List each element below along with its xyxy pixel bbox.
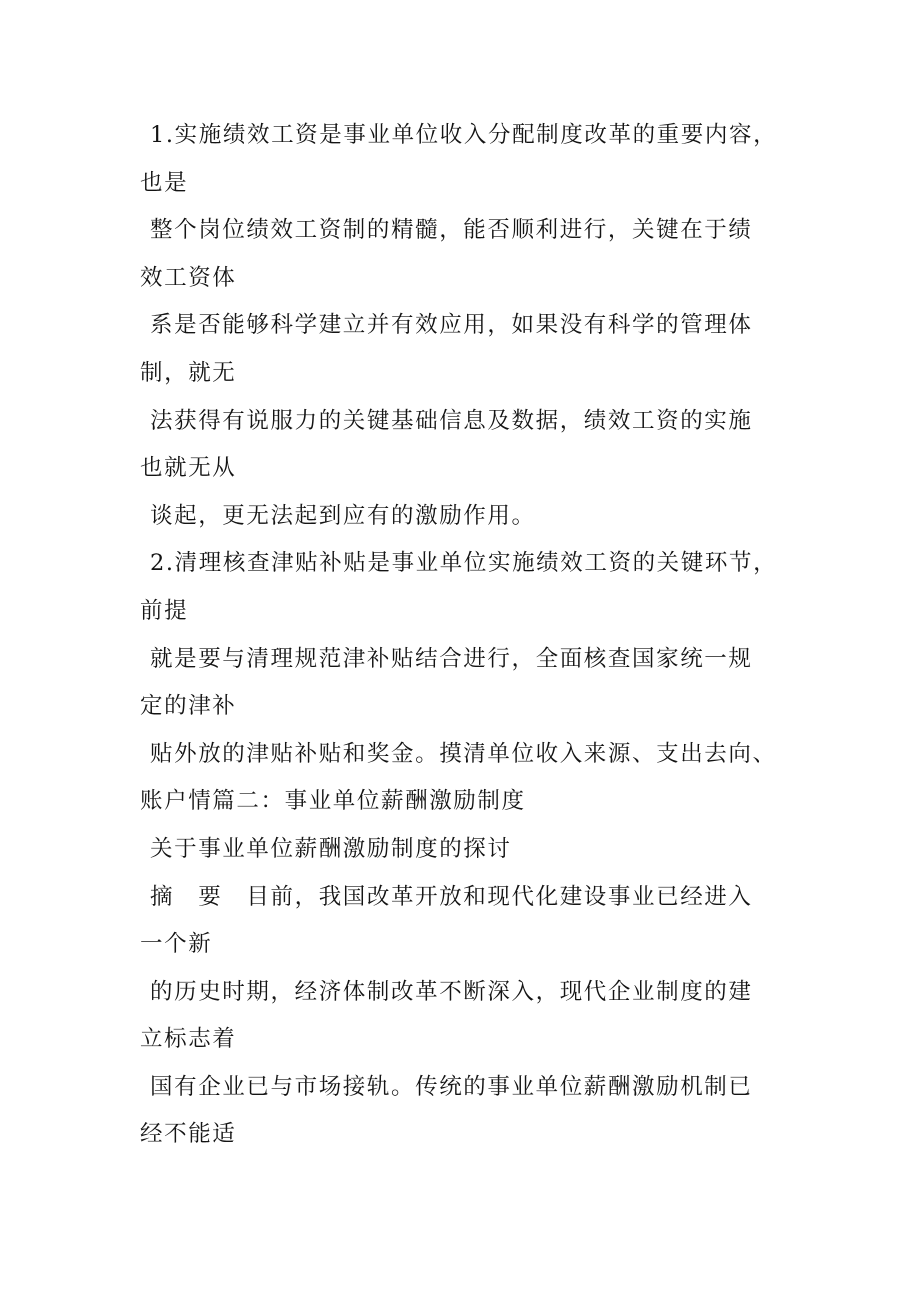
text-line: 也是 bbox=[140, 169, 189, 196]
text-line: 前提 bbox=[140, 597, 189, 624]
text-line: 就是要与清理规范津补贴结合进行，全面核查国家统一规 bbox=[150, 645, 753, 672]
text-line: 2.清理核查津贴补贴是事业单位实施绩效工资的关键环节， bbox=[150, 550, 778, 577]
text-line: 经不能适 bbox=[140, 1121, 237, 1148]
text-line: 摘 要 目前，我国改革开放和现代化建设事业已经进入 bbox=[150, 883, 753, 910]
text-line: 谈起，更无法起到应有的激励作用。 bbox=[150, 502, 536, 529]
text-line: 整个岗位绩效工资制的精髓，能否顺利进行，关键在于绩 bbox=[150, 217, 753, 244]
text-line: 系是否能够科学建立并有效应用，如果没有科学的管理体 bbox=[150, 312, 753, 339]
text-line: 一个新 bbox=[140, 931, 213, 958]
text-line: 效工资体 bbox=[140, 264, 237, 291]
text-line: 法获得有说服力的关键基础信息及数据，绩效工资的实施 bbox=[150, 407, 753, 434]
text-line: 也就无从 bbox=[140, 455, 237, 482]
text-line: 1.实施绩效工资是事业单位收入分配制度改革的重要内容， bbox=[150, 122, 778, 148]
text-line: 制，就无 bbox=[140, 359, 237, 386]
document-body bbox=[140, 112, 790, 1159]
text-line: 贴外放的津贴补贴和奖金。摸清单位收入来源、支出去向、 bbox=[150, 740, 777, 767]
text-line: 立标志着 bbox=[140, 1026, 237, 1053]
text-line: 账户情篇二：事业单位薪酬激励制度 bbox=[140, 788, 526, 815]
text-line: 关于事业单位薪酬激励制度的探讨 bbox=[150, 835, 512, 862]
text-line: 的历史时期，经济体制改革不断深入，现代企业制度的建 bbox=[150, 978, 753, 1005]
text-line: 国有企业已与市场接轨。传统的事业单位薪酬激励机制已 bbox=[150, 1073, 753, 1100]
text-line: 定的津补 bbox=[140, 693, 237, 720]
